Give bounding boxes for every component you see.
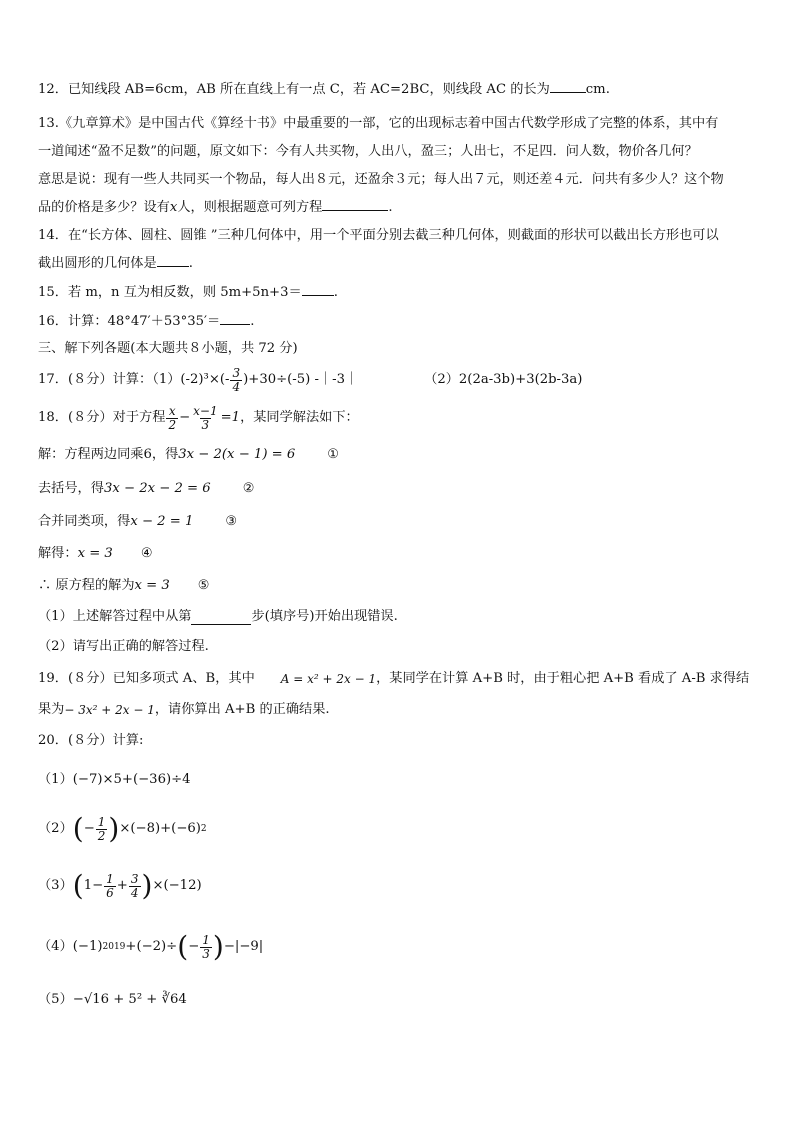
q14-line [38,250,760,278]
solution-step-3 [38,506,760,538]
step-text: 去括号，得 [38,481,104,496]
q20-expr-4: （4） (−1) 2019 +(−2)÷ ( − $\frac{1}{3}$ ) −|−9| [38,930,264,963]
step-text: 解：方程两边同乘 [38,447,144,462]
step-equation: x = 3 [134,578,170,593]
step-marker: ② [242,481,255,496]
q13-line [38,194,760,222]
question-17 [38,362,760,398]
solution-step-2 [38,472,760,506]
numerator: 1 [97,814,106,829]
step-text: ，得 [151,447,179,462]
expression: −√16 + 5² + ∛64 [72,992,187,1007]
step-equation: 3x − 2x − 2 = 6 [103,481,211,496]
step-text: 解得： [38,546,78,561]
paren: ) [108,812,120,845]
denominator: 4 [232,379,241,394]
paren: ( [72,812,84,845]
denominator: 3 [202,946,210,961]
paren: ( [72,869,84,902]
exam-page [38,78,760,1022]
q19-text: 果为 [38,702,65,717]
step-marker: ① [327,447,340,462]
step-equation: x = 3 [77,546,113,561]
expression: ×(−8)+(−6) [119,821,201,836]
q14-line: 14．在“长方体、圆柱、圆锥 ”三种几何体中，用一个平面分别去截三种几何体，则截面的形状可以截出长方形也可以 [38,228,719,243]
answer-blank [157,252,189,267]
answer-blank [550,78,586,93]
q19-text: ，某同学在计算 A+B 时，由于粗心把 A+B 看成了 A-B 求得结 [376,671,750,686]
expression: ×(−12) [152,878,202,893]
step-marker: ③ [225,514,238,529]
question-13 [38,110,760,222]
q14-period: . [188,256,193,271]
numerator: 1 [202,932,210,947]
q12-unit: cm. [585,82,610,97]
q17-text: )+30÷(-5) -｜-3｜ [243,372,359,387]
q13-line: 一道闻述“盈不足数”的问题，原文如下：今有人共买物，人出八，盈三；人出七，不足四．问人数，物价各几何？ [38,144,698,159]
plus-sign: + [116,878,128,893]
expr-label: （4） [38,939,73,954]
fraction [104,873,116,900]
q20-text: 20．(８分）计算: [38,733,144,748]
paren: ) [212,930,224,963]
fraction [129,873,141,900]
question-19-line2 [38,696,760,724]
paren: ) [141,869,153,902]
q20-expr-2: （2） ( − $\frac{1}{2}$ ) ×(−8)+(−6) 2 [38,812,207,845]
equals-one: =1 [220,410,241,425]
q16-text: 16．计算：48°47′＋53°35′＝ [38,314,221,329]
step-marker: ④ [140,546,153,561]
expr-label: （5） [38,992,73,1007]
question-15 [38,278,760,308]
expr-label: （3） [38,878,73,893]
numerator: 1 [106,871,114,886]
question-14 [38,222,760,278]
fraction [230,367,242,394]
answer-blank [302,281,334,296]
q12-text: 12．已知线段 AB=6cm，AB 所在直线上有一点 C，若 AC=2BC，则线段 AC 的长为 [38,82,550,97]
answer-blank [220,310,250,325]
q13-line: 意思是说：现有一些人共同买一个物品，每人出８元，还盈余３元；每人出７元，则还差４元．问共有多少人？这个物 [38,172,724,187]
q19-text: ，请你算出 A+B 的正确结果. [154,702,330,717]
q13-text: 人，则根据题意可列方程 [177,200,323,215]
expression: 1− [83,878,104,893]
denominator: 6 [106,885,114,900]
numerator: x [168,403,176,418]
q16-period: . [250,314,255,329]
denominator: 4 [130,885,139,900]
q17-text: 17．(８分）计算：（1）(-2)³×(- [38,372,230,387]
q13-text: 品的价格是多少？设有 [38,200,170,215]
solution-step-1 [38,438,760,472]
question-20-title [38,724,760,758]
q17-part2: （2）2(2a-3b)+3(2b-3a) [424,372,583,387]
question-18-intro [38,398,760,438]
question-12 [38,78,760,100]
denominator: 2 [168,417,177,432]
q14-text: 截出圆形的几何体是 [38,256,157,271]
question-19-line1 [38,662,760,696]
step-equation: x − 2 = 1 [130,514,194,529]
paren: ( [177,930,189,963]
question-16 [38,308,760,336]
q20-expr-3 [38,856,760,916]
var-x: x [169,200,178,215]
q19-text: 19．(８分）已知多项式 A、B，其中 [38,671,255,686]
q18-text: 18．(８分）对于方程 [38,410,166,425]
step-text: ∴ 原方程的解为 [38,578,135,593]
q13-period: . [388,200,393,215]
expr-label: （1） [38,772,73,787]
step-text: 合并同类项，得 [38,514,131,529]
expression: (−1) [72,939,103,954]
expr-label: （2） [38,821,73,836]
polynomial-diff: − 3x² + 2x − 1 [64,703,155,717]
step-equation: 3x − 2(x − 1) = 6 [178,447,296,462]
q18-text: 步(填序号)开始出现错误. [251,609,398,624]
expression: (−7)×5+(−36)÷4 [72,772,191,787]
numerator: 3 [232,365,241,380]
expression: −|−9| [223,939,264,954]
polynomial-a: A = x² + 2x − 1 [280,672,377,686]
q20-expr-5 [38,978,760,1022]
q18-text: （2）请写出正确的解答过程. [38,639,209,654]
fraction [200,934,212,961]
q18-part-1 [38,602,760,632]
fraction [96,816,108,843]
section-heading: 三、解下列各题(本大题共８小题，共 72 分) [38,341,298,356]
solution-step-5 [38,570,760,602]
q20-expr-1 [38,758,760,802]
denominator: 3 [201,417,210,432]
number: 6 [143,447,152,462]
answer-blank [191,610,251,625]
q15-text: 15．若 m，n 互为相反数，则 5m+5n+3＝ [38,285,302,300]
q18-text: ，某同学解法如下： [240,410,359,425]
exponent: 2019 [102,942,126,952]
q18-part-2 [38,632,760,662]
q18-text: （1）上述解答过程中从第 [38,609,192,624]
fraction [166,405,178,432]
minus-sign: − [179,410,191,425]
solution-step-4 [38,538,760,570]
fraction [191,405,219,432]
step-marker: ⑤ [197,578,210,593]
q13-line: 13.《九章算术》是中国古代《算经十书》中最重要的一部，它的出现标志着中国古代数学形成了完整的体系，其中有 [38,116,719,131]
denominator: 2 [97,828,106,843]
numerator: 3 [130,871,139,886]
q15-period: . [333,285,338,300]
expression: +(−2)÷ [125,939,178,954]
answer-blank [322,196,388,211]
numerator: x−1 [193,403,218,418]
